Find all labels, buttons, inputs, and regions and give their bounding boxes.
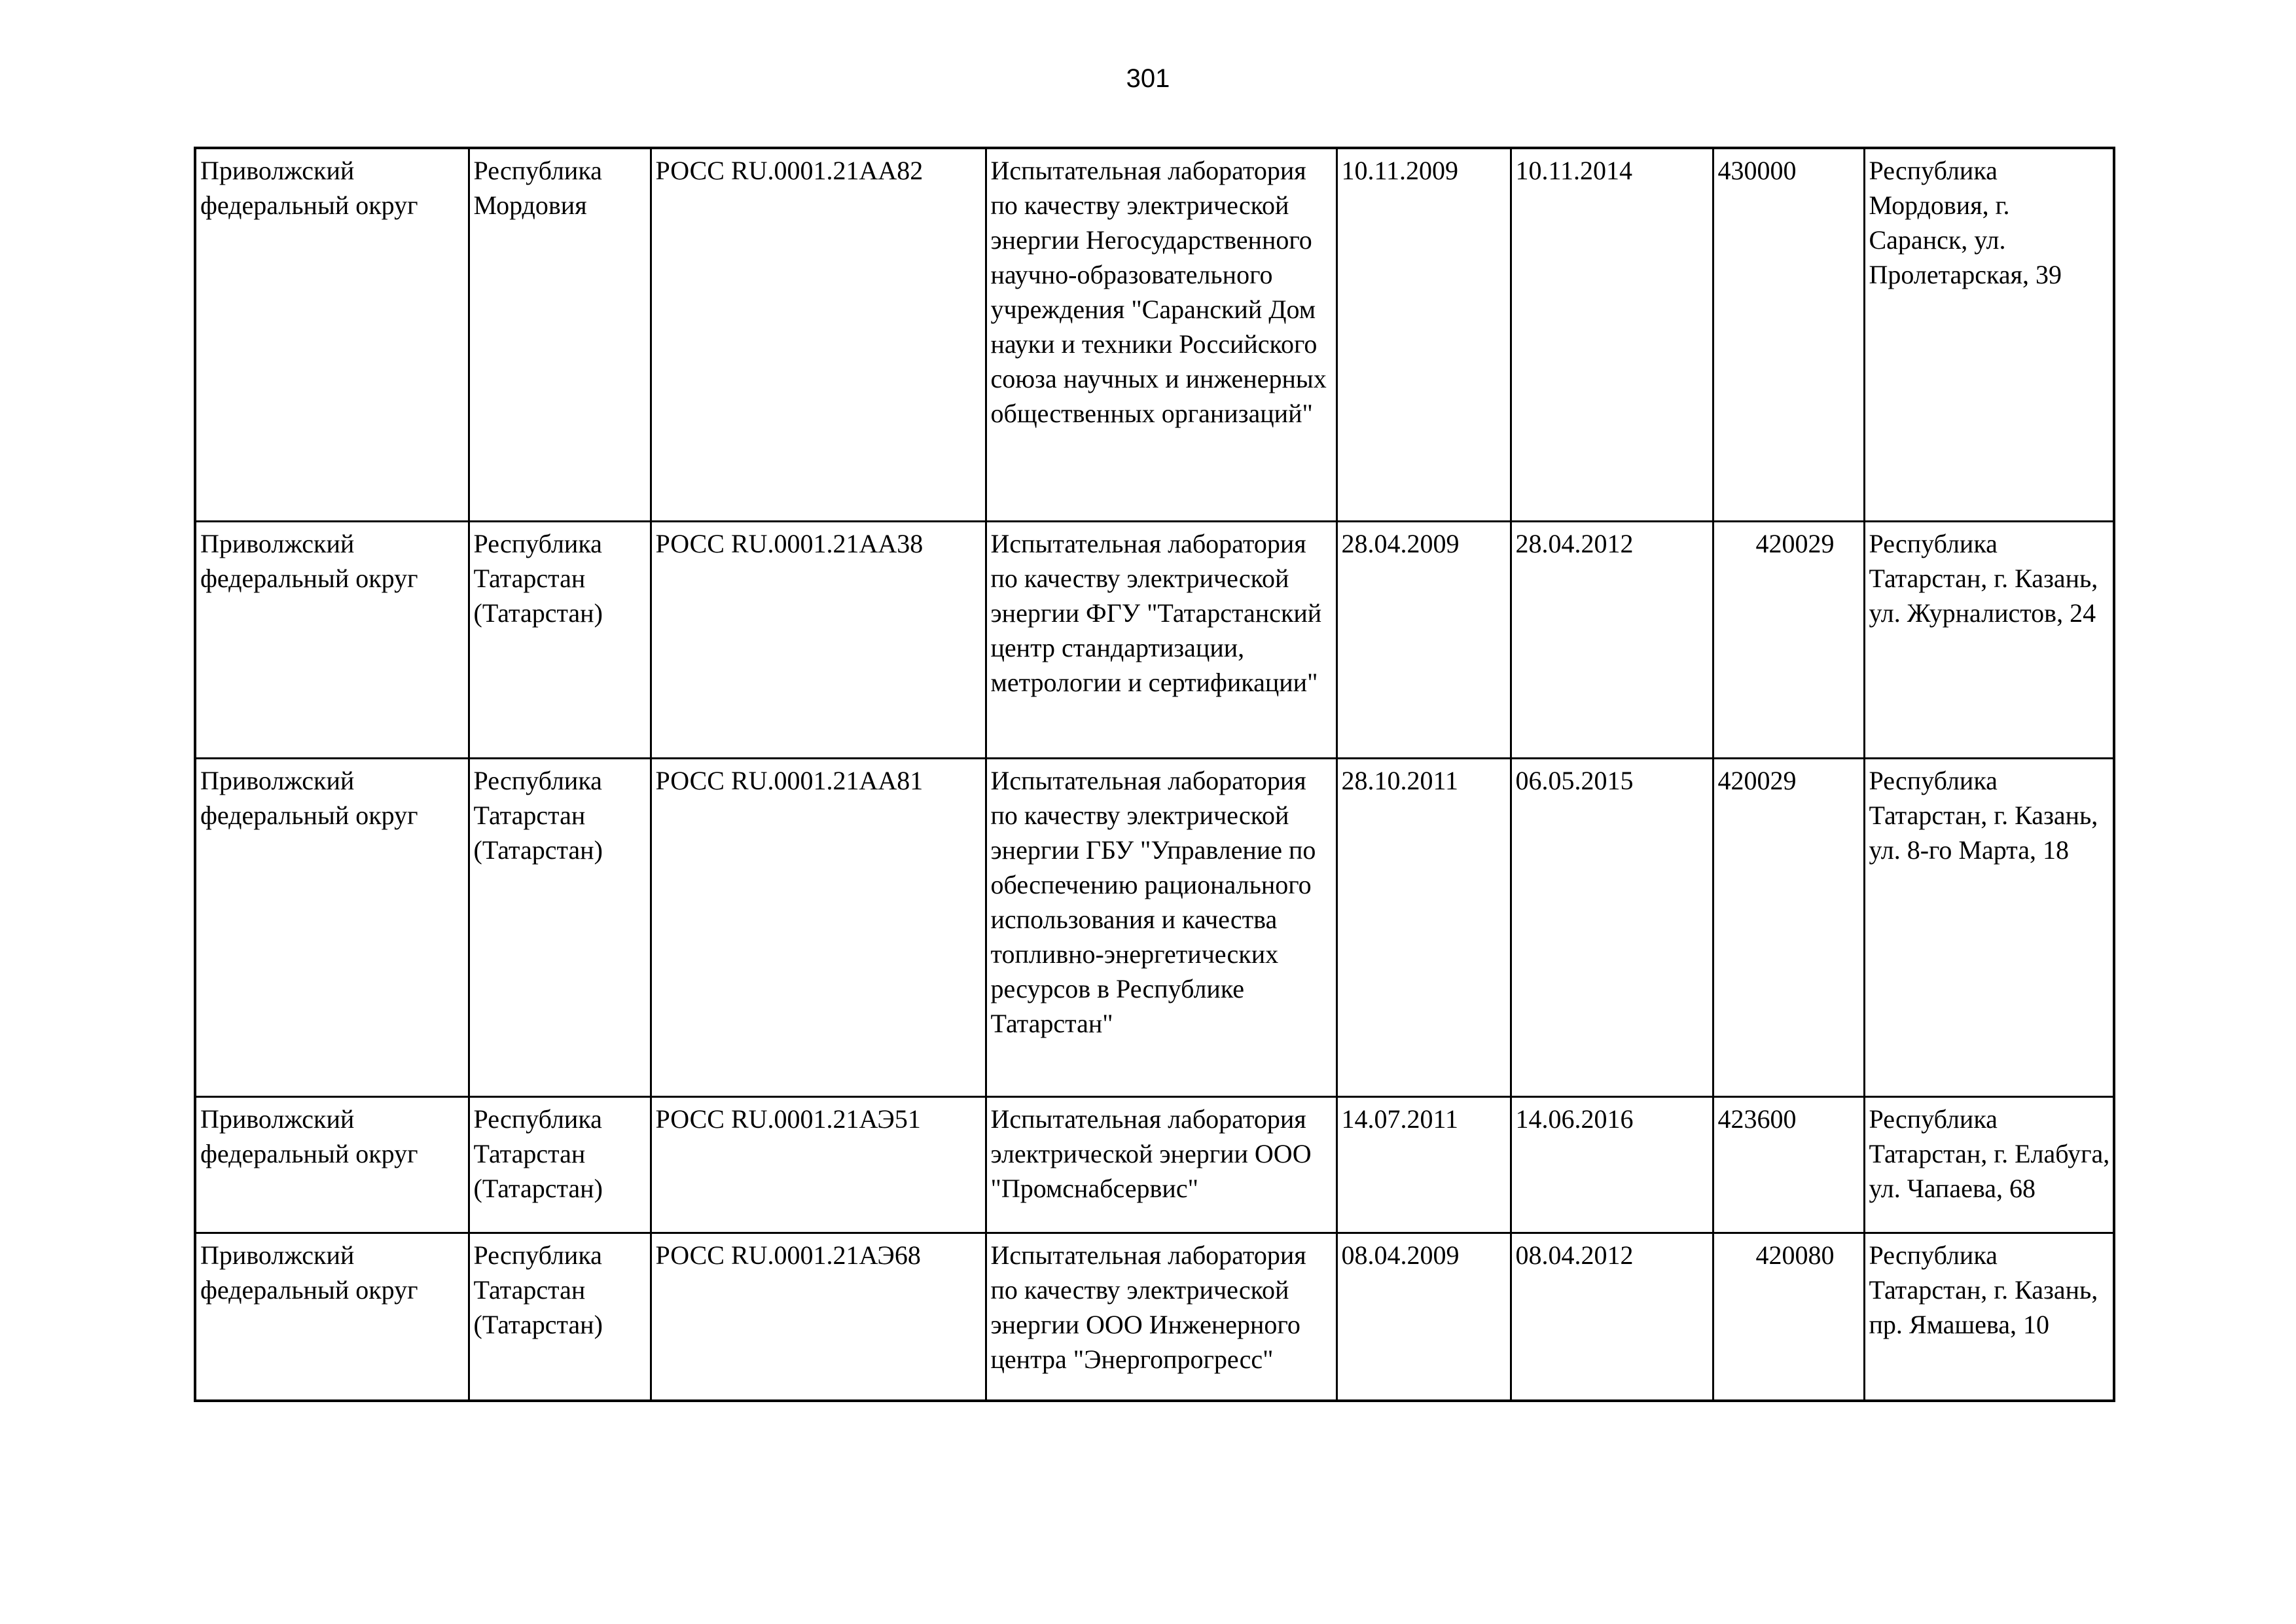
region-cell: Республика Татарстан (Татарстан): [469, 1233, 651, 1401]
table-row: [195, 1233, 2114, 1401]
address-cell: Республика Татарстан, г. Елабуга, ул. Чапаева, 68: [1864, 1096, 2114, 1233]
organization-cell: Испытательная лаборатория по качеству электрической энергии Негосударственного научно-образовательного учреждения "Саранский Дом науки и техники Российского союза научных и инженерных общественных организаций": [986, 148, 1336, 521]
date-from-cell: 08.04.2009: [1336, 1233, 1511, 1401]
postcode-cell: 420080: [1713, 1233, 1864, 1401]
date-to-cell: 06.05.2015: [1511, 758, 1713, 1096]
postcode-cell: 423600: [1713, 1096, 1864, 1233]
date-from-cell: 10.11.2009: [1336, 148, 1511, 521]
reg-number-cell: РОСС RU.0001.21АА38: [651, 521, 986, 758]
reg-number-cell: РОСС RU.0001.21АЭ68: [651, 1233, 986, 1401]
table-row: [195, 148, 2114, 521]
address-cell: Республика Татарстан, г. Казань, ул. Журналистов, 24: [1864, 521, 2114, 758]
registry-table: [194, 147, 2115, 1402]
date-to-cell: 10.11.2014: [1511, 148, 1713, 521]
table-row: [195, 521, 2114, 758]
table-row: [195, 758, 2114, 1096]
reg-number-cell: РОСС RU.0001.21АА82: [651, 148, 986, 521]
region-cell: Республика Татарстан (Татарстан): [469, 1096, 651, 1233]
district-cell: Приволжский федеральный округ: [195, 148, 469, 521]
district-cell: Приволжский федеральный округ: [195, 1233, 469, 1401]
postcode-cell: 430000: [1713, 148, 1864, 521]
organization-cell: Испытательная лаборатория по качеству электрической энергии ФГУ "Татарстанский центр стандартизации, метрологии и сертификации": [986, 521, 1336, 758]
postcode-cell: 420029: [1713, 521, 1864, 758]
date-to-cell: 08.04.2012: [1511, 1233, 1713, 1401]
reg-number-cell: РОСС RU.0001.21АЭ51: [651, 1096, 986, 1233]
organization-cell: Испытательная лаборатория электрической энергии ООО "Промснабсервис": [986, 1096, 1336, 1233]
date-from-cell: 28.04.2009: [1336, 521, 1511, 758]
date-from-cell: 14.07.2011: [1336, 1096, 1511, 1233]
district-cell: Приволжский федеральный округ: [195, 1096, 469, 1233]
organization-cell: Испытательная лаборатория по качеству электрической энергии ГБУ "Управление по обеспечению рационального использования и качества топливно-энергетических ресурсов в Республике Татарстан": [986, 758, 1336, 1096]
address-cell: Республика Мордовия, г. Саранск, ул. Пролетарская, 39: [1864, 148, 2114, 521]
address-cell: Республика Татарстан, г. Казань, пр. Ямашева, 10: [1864, 1233, 2114, 1401]
address-cell: Республика Татарстан, г. Казань, ул. 8-го Марта, 18: [1864, 758, 2114, 1096]
postcode-cell: 420029: [1713, 758, 1864, 1096]
district-cell: Приволжский федеральный округ: [195, 521, 469, 758]
reg-number-cell: РОСС RU.0001.21АА81: [651, 758, 986, 1096]
table-row: [195, 1096, 2114, 1233]
region-cell: Республика Мордовия: [469, 148, 651, 521]
page-number: 301: [1126, 64, 1170, 93]
region-cell: Республика Татарстан (Татарстан): [469, 758, 651, 1096]
date-to-cell: 28.04.2012: [1511, 521, 1713, 758]
date-from-cell: 28.10.2011: [1336, 758, 1511, 1096]
region-cell: Республика Татарстан (Татарстан): [469, 521, 651, 758]
organization-cell: Испытательная лаборатория по качеству электрической энергии ООО Инженерного центра "Энергопрогресс": [986, 1233, 1336, 1401]
district-cell: Приволжский федеральный округ: [195, 758, 469, 1096]
date-to-cell: 14.06.2016: [1511, 1096, 1713, 1233]
